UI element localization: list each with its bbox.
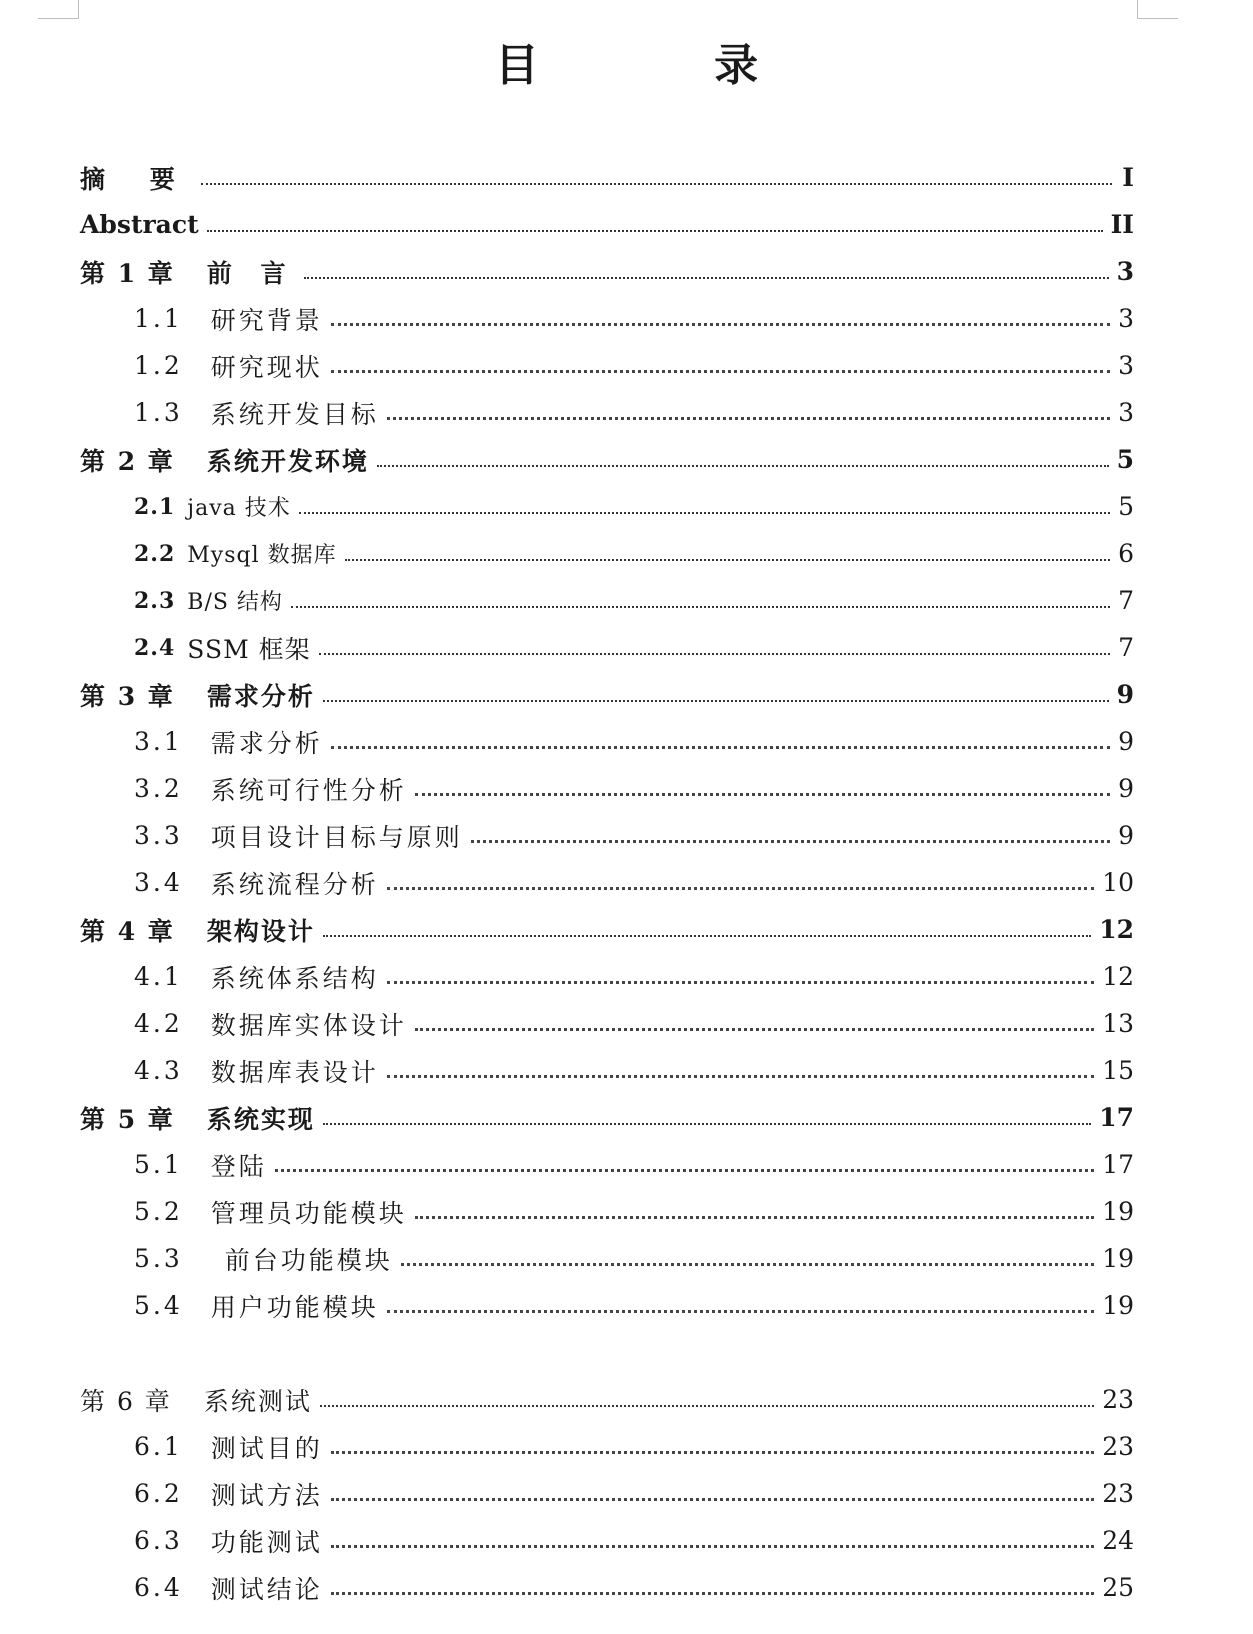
- toc-entry-chapter-4[interactable]: [80, 906, 1134, 953]
- toc-entry-chapter-5[interactable]: [80, 1094, 1134, 1141]
- toc-page-number: 7: [1118, 586, 1134, 615]
- toc-entry-label: 测试目的: [210, 1433, 323, 1463]
- table-of-contents: [80, 154, 1134, 1611]
- toc-chapter-number: 第 5 章: [80, 1104, 175, 1134]
- toc-entry-label: 系统开发目标: [210, 399, 379, 429]
- toc-page-number: 12: [1099, 915, 1134, 944]
- toc-entry-label: 研究现状: [210, 352, 323, 382]
- toc-entry-label: 系统实现: [206, 1104, 315, 1134]
- toc-page-number: 3: [1118, 351, 1134, 380]
- toc-page-number: 5: [1118, 492, 1134, 521]
- toc-entry-section-2-3[interactable]: [80, 577, 1134, 624]
- toc-page-number: 5: [1116, 445, 1134, 474]
- toc-page-number: 19: [1102, 1197, 1134, 1226]
- toc-entry-label: 系统可行性分析: [210, 775, 407, 805]
- toc-dot-leader: [331, 746, 1110, 749]
- toc-section-number: 1.3: [134, 398, 183, 427]
- toc-entry-label: 用户功能模块: [210, 1292, 379, 1322]
- toc-page-number: 23: [1102, 1479, 1134, 1508]
- toc-page-number: 19: [1102, 1291, 1134, 1320]
- toc-dot-leader: [320, 1405, 1094, 1407]
- toc-entry-section-6-4[interactable]: [80, 1564, 1134, 1611]
- toc-entry-label: 前 言: [206, 258, 296, 288]
- toc-section-number: 2.1: [134, 493, 176, 520]
- toc-entry-section-6-2[interactable]: [80, 1470, 1134, 1517]
- toc-entry-label: 需求分析: [206, 681, 315, 711]
- toc-page-number: 3: [1118, 304, 1134, 333]
- toc-section-number: 1.2: [134, 351, 183, 380]
- toc-entry-section-3-1[interactable]: [80, 718, 1134, 765]
- toc-entry-label: Mysql 数据库: [187, 543, 337, 568]
- toc-entry-label: 数据库表设计: [210, 1057, 379, 1087]
- toc-page-number: II: [1110, 210, 1134, 239]
- toc-page-number: 15: [1102, 1056, 1134, 1085]
- toc-entry-label: Abstract: [80, 210, 199, 239]
- toc-dot-leader: [387, 1310, 1094, 1313]
- toc-dot-leader: [207, 230, 1103, 232]
- toc-entry-section-2-4[interactable]: [80, 624, 1134, 671]
- toc-dot-leader: [331, 1592, 1094, 1595]
- toc-entry-label: 测试方法: [210, 1480, 323, 1510]
- toc-page-number: 3: [1118, 398, 1134, 427]
- toc-chapter-number: 第 3 章: [80, 681, 175, 711]
- toc-entry-section-3-3[interactable]: [80, 812, 1134, 859]
- toc-entry-label: 系统体系结构: [210, 963, 379, 993]
- toc-chapter-number: 第 4 章: [80, 916, 175, 946]
- toc-page-number: I: [1122, 163, 1134, 192]
- toc-entry-label: 测试结论: [210, 1574, 323, 1604]
- toc-dot-leader: [415, 793, 1110, 796]
- toc-page-number: 9: [1118, 774, 1134, 803]
- toc-entry-label: java 技术: [187, 496, 291, 521]
- toc-section-number: 2.2: [134, 540, 176, 567]
- toc-page-number: 9: [1118, 727, 1134, 756]
- toc-entry-label: 需求分析: [210, 728, 323, 758]
- toc-entry-section-5-2[interactable]: [80, 1188, 1134, 1235]
- toc-chapter-number: 第 6 章: [80, 1386, 172, 1416]
- toc-dot-leader: [345, 559, 1110, 561]
- crop-mark-right: [1137, 0, 1178, 19]
- toc-entry-section-6-1[interactable]: [80, 1423, 1134, 1470]
- toc-entry-label: 数据库实体设计: [210, 1010, 407, 1040]
- toc-dot-leader: [471, 840, 1110, 843]
- toc-section-number: 3.1: [134, 727, 183, 756]
- toc-entry-label: 前台功能模块: [224, 1245, 393, 1275]
- toc-entry-chapter-3[interactable]: [80, 671, 1134, 718]
- toc-section-number: 3.3: [134, 821, 183, 850]
- toc-page-number: 23: [1102, 1385, 1134, 1414]
- toc-entry-chapter-6[interactable]: [80, 1376, 1134, 1423]
- toc-section-number: 4.1: [134, 962, 183, 991]
- toc-page-number: 9: [1118, 821, 1134, 850]
- toc-page-number: 12: [1102, 962, 1134, 991]
- toc-page-number: 9: [1116, 680, 1134, 709]
- toc-entry-section-1-3[interactable]: [80, 389, 1134, 436]
- toc-entry-label: 系统流程分析: [210, 869, 379, 899]
- toc-section-number: 1.1: [134, 304, 183, 333]
- toc-dot-leader: [377, 465, 1109, 467]
- toc-entry-chapter-1[interactable]: [80, 248, 1134, 295]
- toc-dot-leader: [331, 1545, 1094, 1548]
- toc-page-number: 13: [1102, 1009, 1134, 1038]
- toc-entry-label: 系统开发环境: [206, 446, 369, 476]
- toc-entry-chapter-2[interactable]: [80, 436, 1134, 483]
- toc-page-number: 19: [1102, 1244, 1134, 1273]
- toc-entry-label: B/S 结构: [187, 590, 283, 615]
- toc-section-number: 5.3: [134, 1244, 183, 1273]
- toc-dot-leader: [387, 887, 1094, 890]
- toc-dot-leader: [275, 1169, 1094, 1172]
- toc-entry-section-3-4[interactable]: [80, 859, 1134, 906]
- toc-section-number: 3.4: [134, 868, 183, 897]
- toc-section-number: 6.4: [134, 1573, 183, 1602]
- toc-entry-section-5-1[interactable]: [80, 1141, 1134, 1188]
- toc-entry-section-1-1[interactable]: [80, 295, 1134, 342]
- toc-entry-section-5-4[interactable]: [80, 1282, 1134, 1329]
- toc-dot-leader: [387, 417, 1110, 420]
- toc-dot-leader: [331, 1451, 1094, 1454]
- toc-entry-label: SSM 框架: [187, 634, 311, 664]
- toc-entry-label: 项目设计目标与原则: [210, 822, 463, 852]
- toc-dot-leader: [299, 512, 1110, 514]
- toc-entry-section-5-3[interactable]: [80, 1235, 1134, 1282]
- toc-dot-leader: [387, 1075, 1094, 1078]
- toc-dot-leader: [201, 183, 1112, 185]
- toc-page-number: 3: [1116, 257, 1134, 286]
- toc-section-number: 4.2: [134, 1009, 183, 1038]
- toc-entry-section-1-2[interactable]: [80, 342, 1134, 389]
- crop-mark-left: [38, 0, 79, 19]
- toc-dot-leader: [401, 1263, 1094, 1266]
- toc-entry-section-3-2[interactable]: [80, 765, 1134, 812]
- toc-page-number: 25: [1102, 1573, 1134, 1602]
- toc-entry-section-2-1[interactable]: [80, 483, 1134, 530]
- toc-section-number: 5.2: [134, 1197, 183, 1226]
- toc-section-number: 5.4: [134, 1291, 183, 1320]
- toc-dot-leader: [291, 606, 1110, 608]
- toc-section-number: 6.1: [134, 1432, 183, 1461]
- toc-dot-leader: [415, 1028, 1094, 1031]
- toc-entry-section-6-3[interactable]: [80, 1517, 1134, 1564]
- toc-section-number: 3.2: [134, 774, 183, 803]
- toc-dot-leader: [323, 700, 1109, 702]
- toc-entry-label: 系统测试: [203, 1386, 312, 1416]
- toc-entry-label: 研究背景: [210, 305, 323, 335]
- toc-entry-section-4-1[interactable]: [80, 953, 1134, 1000]
- toc-entry-label: 摘 要: [80, 164, 193, 194]
- toc-page-number: 10: [1102, 868, 1134, 897]
- page-title: 目 录: [494, 40, 839, 91]
- toc-dot-leader: [415, 1216, 1094, 1219]
- toc-dot-leader: [331, 370, 1110, 373]
- toc-section-number: 6.3: [134, 1526, 183, 1555]
- toc-dot-leader: [304, 277, 1109, 279]
- toc-page-number: 17: [1099, 1103, 1134, 1132]
- toc-dot-leader: [319, 653, 1110, 655]
- toc-dot-leader: [323, 1123, 1091, 1125]
- toc-section-number: 5.1: [134, 1150, 183, 1179]
- toc-entry-section-4-2[interactable]: [80, 1000, 1134, 1047]
- toc-page-number: 24: [1102, 1526, 1134, 1555]
- toc-entry-label: 功能测试: [210, 1527, 323, 1557]
- toc-entry-abstract-en[interactable]: [80, 201, 1134, 248]
- toc-page-number: 23: [1102, 1432, 1134, 1461]
- toc-entry-section-4-3[interactable]: [80, 1047, 1134, 1094]
- toc-dot-leader: [323, 935, 1091, 937]
- toc-entry-section-2-2[interactable]: [80, 530, 1134, 577]
- toc-chapter-number: 第 1 章: [80, 258, 175, 288]
- toc-page-number: 6: [1118, 539, 1134, 568]
- toc-section-number: 2.4: [134, 634, 176, 661]
- toc-dot-leader: [331, 323, 1110, 326]
- toc-page-number: 17: [1102, 1150, 1134, 1179]
- toc-section-number: 2.3: [134, 587, 176, 614]
- toc-section-number: 6.2: [134, 1479, 183, 1508]
- toc-entry-label: 登陆: [210, 1151, 267, 1181]
- toc-dot-leader: [331, 1498, 1094, 1501]
- toc-entry-abstract-cn[interactable]: [80, 154, 1134, 201]
- toc-page-number: 7: [1118, 633, 1134, 662]
- toc-entry-label: 管理员功能模块: [210, 1198, 407, 1228]
- toc-dot-leader: [387, 981, 1094, 984]
- toc-chapter-number: 第 2 章: [80, 446, 175, 476]
- toc-entry-label: 架构设计: [206, 916, 315, 946]
- toc-section-number: 4.3: [134, 1056, 183, 1085]
